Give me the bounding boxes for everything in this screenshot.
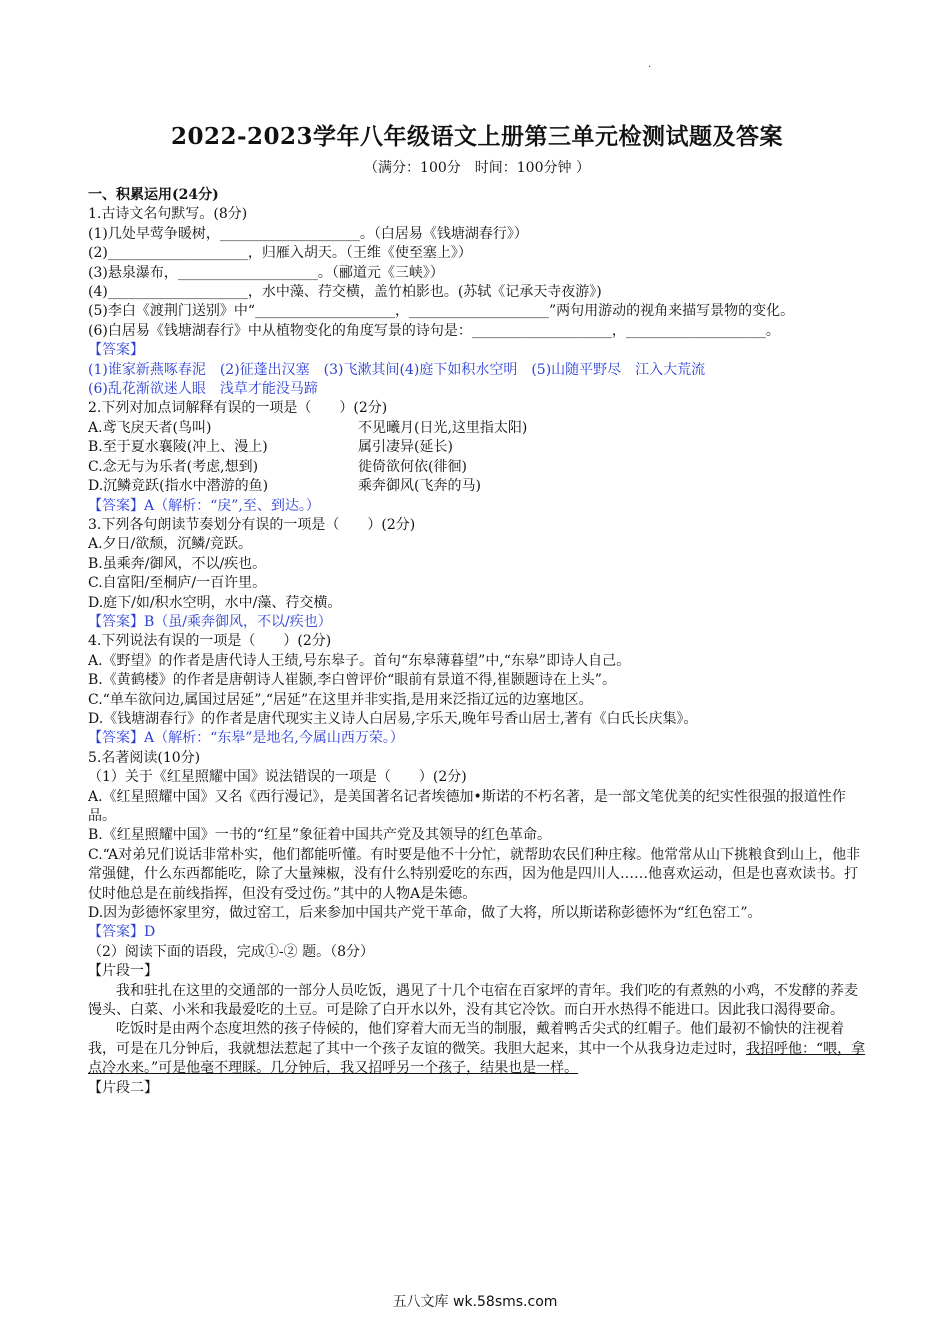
option-a-right: 不见曦月(日光,这里指太阳) bbox=[358, 419, 528, 436]
option-d-left: D.沉鳞竞跃(指水中潜游的鱼) bbox=[88, 478, 269, 495]
option-b: B.《红星照耀中国》一书的“红星”象征着中国共产党及其领导的红色革命。 bbox=[88, 827, 552, 844]
option-d-right: 乘奔御风(飞奔的马) bbox=[358, 478, 481, 495]
option-a-left: A.鸢飞戾天者(鸟叫) bbox=[88, 419, 212, 436]
question-1-item: (3)悬泉瀑布，____________________。（郦道元《三峡》） bbox=[88, 264, 444, 281]
question-1-item: (6)白居易《钱塘湖春行》中从植物变化的角度写景的诗句是：____________________，____________________。 bbox=[88, 322, 780, 339]
answer-text: 【答案】A（解析：“戾”,至、到达。） bbox=[88, 497, 320, 514]
page-title: 2022-2023学年八年级语文上册第三单元检测试题及答案 bbox=[170, 123, 784, 150]
answer-text: 【答案】B（虽/乘奔御风，不以/疾也） bbox=[88, 613, 332, 630]
page-subtitle: （满分：100分 时间：100分钟 ） bbox=[364, 160, 590, 176]
question-5-sub: （1）关于《红星照耀中国》说法错误的一项是（ ）(2分) bbox=[88, 769, 467, 786]
option-row bbox=[88, 477, 866, 496]
question-5-head: 5.名著阅读(10分) bbox=[88, 749, 201, 766]
footer-watermark: 五八文库 wk.58sms.com bbox=[392, 1294, 558, 1310]
question-2-head: 2.下列对加点词解释有误的一项是（ ）(2分) bbox=[88, 400, 388, 417]
option-c: C.“单车欲问边,属国过居延”,“居延”在这里并非实指,是用来泛指辽远的边塞地区。 bbox=[88, 691, 593, 708]
passage-paragraph bbox=[88, 1020, 866, 1078]
document-body bbox=[88, 186, 866, 1098]
question-1-item: (2)____________________，归雁入胡天。（王维《使至塞上》） bbox=[88, 245, 472, 262]
option-row bbox=[88, 419, 866, 438]
question-5-sub: （2）阅读下面的语段，完成①-② 题。（8分） bbox=[88, 943, 374, 960]
option-d: D.《钱塘湖春行》的作者是唐代现实主义诗人白居易,字乐天,晚年号香山居士,著有《白氏长庆集》。 bbox=[88, 710, 698, 727]
option-c: C.自富阳/至桐庐/一百许里。 bbox=[88, 575, 267, 592]
option-d: D.庭下/如/积水空明，水中/藻、荇交横。 bbox=[88, 594, 342, 611]
underlined-passage: 我招呼他：“喂，拿点冷水来。”可是他毫不理睬。几分钟后，我又招呼另一个孩子，结果也是一样。 bbox=[88, 1040, 866, 1077]
answer-row bbox=[88, 923, 866, 942]
question-4-head: 4.下列说法有误的一项是（ ）(2分) bbox=[88, 633, 332, 650]
answer-tag: 【答案】 bbox=[88, 924, 144, 941]
question-1-item: (5)李白《渡荆门送别》中“____________________，____________________”两句用游动的视角来描写景物的变化。 bbox=[88, 303, 795, 320]
option-b-left: B.至于夏水襄陵(冲上、漫上) bbox=[88, 439, 268, 456]
answer-text: (1)谁家新燕啄春泥 (2)征蓬出汉塞 (3)飞漱其间(4)庭下如积水空明 (5)山随平野尽 江入大荒流 bbox=[88, 361, 706, 378]
answer-tag: 【答案】 bbox=[88, 342, 144, 359]
option-d: D.因为彭德怀家里穷，做过窑工，后来参加中国共产党干革命，做了大将，所以斯诺称彭德怀为“红色窑工”。 bbox=[88, 905, 762, 922]
section-heading: 一、积累运用(24分) bbox=[88, 187, 219, 203]
fragment-label: 【片段一】 bbox=[88, 963, 158, 980]
fragment-label: 【片段二】 bbox=[88, 1079, 158, 1096]
passage-paragraph: 我和驻扎在这里的交通部的一部分人员吃饭，遇见了十几个屯宿在百家坪的青年。我们吃的有煮熟的小鸡，不发酵的荞麦馒头、白菜、小米和我最爱吃的土豆。可是除了白开水以外，没有其它冷饮。而白开水热得不能进口。因此我口渴得要命。 bbox=[88, 982, 858, 1019]
option-a: A.《红星照耀中国》又名《西行漫记》，是美国著名记者埃德加•斯诺的不朽名著，是一部文笔优美的纪实性很强的报道性作品。 bbox=[88, 788, 846, 824]
option-c-left: C.念无与为乐者(考虑,想到) bbox=[88, 458, 259, 475]
answer-text: 【答案】A（解析：“东皋”是地名,今属山西万荣。） bbox=[88, 730, 404, 747]
question-1-item: (4)____________________，水中藻、荇交横，盖竹柏影也。(苏轼《记承天寺夜游》) bbox=[88, 284, 602, 301]
passage-text: 吃饭时是由两个态度坦然的孩子侍候的，他们穿着大而无当的制服，戴着鸭舌尖式的红帽子。他们最初不愉快的注视着我，可是在几分钟后，我就想法惹起了其中一个孩子友谊的微笑。我胆大起来，其中一个从我身边走过时， bbox=[88, 1021, 844, 1057]
option-b: B.《黄鹤楼》的作者是唐朝诗人崔颢,李白曾评价“眼前有景道不得,崔颢题诗在上头”。 bbox=[88, 672, 616, 689]
option-a: A.夕日/欲颓，沉鳞/竞跃。 bbox=[88, 536, 252, 553]
answer-text: (6)乱花渐欲迷人眼 浅草才能没马蹄 bbox=[88, 381, 318, 398]
option-a: A.《野望》的作者是唐代诗人王绩,号东皋子。首句“东皋薄暮望”中,“东皋”即诗人自己。 bbox=[88, 652, 631, 669]
option-row bbox=[88, 458, 866, 477]
option-c: C.“A对弟兄们说话非常朴实，他们都能听懂。有时要是他不十分忙，就帮助农民们种庄稼。他常常从山下挑粮食到山上，他非常强健，什么东西都能吃，除了大量辣椒，没有什么特别爱吃的东西，因为他是四川人……他喜欢运动，但是也喜欢读书。打仗时他总是在前线指挥，但没有受过伤。”其中的人物A是朱德。 bbox=[88, 846, 861, 902]
option-b-right: 属引凄异(延长) bbox=[358, 439, 453, 456]
question-1-item: (1)几处早莺争暖树，____________________。（白居易《钱塘湖春行》） bbox=[88, 225, 528, 242]
option-row bbox=[88, 438, 866, 457]
header-dot: · bbox=[648, 62, 652, 73]
question-1-head: 1.古诗文名句默写。(8分) bbox=[88, 206, 248, 223]
option-b: B.虽乘奔/御风，不以/疾也。 bbox=[88, 555, 267, 572]
question-3-head: 3.下列各句朗读节奏划分有误的一项是（ ）(2分) bbox=[88, 516, 416, 533]
answer-value: D bbox=[144, 924, 156, 941]
option-c-right: 徙倚欲何依(徘徊) bbox=[358, 458, 467, 475]
